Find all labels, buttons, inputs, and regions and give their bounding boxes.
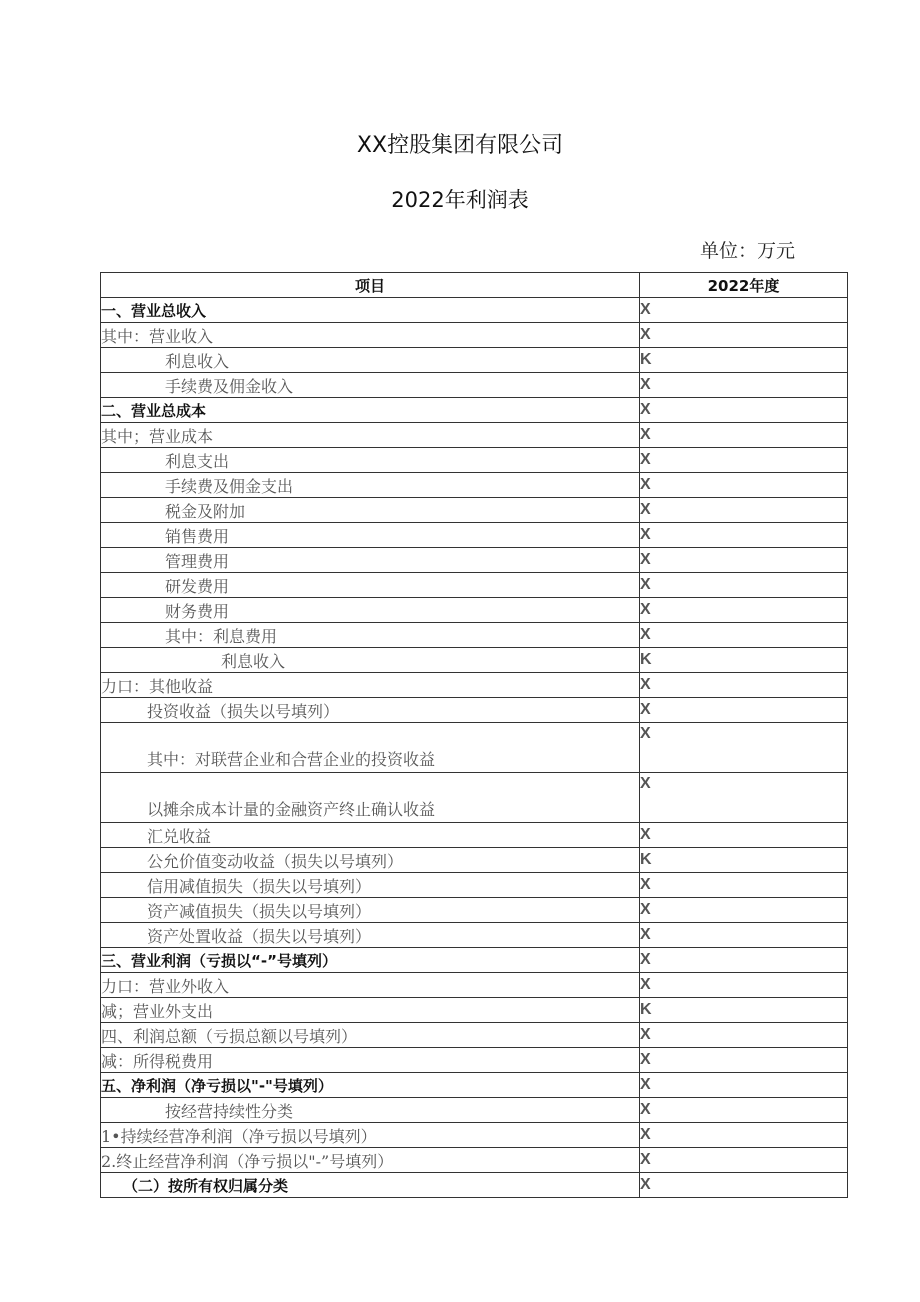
table-row (101, 1173, 848, 1198)
row-label: 力口：其他收益 (101, 673, 640, 698)
table-row (101, 973, 848, 998)
row-label: 其中；营业成本 (101, 423, 640, 448)
unit-label: 单位：万元 (700, 240, 796, 262)
row-value: X (640, 773, 848, 823)
table-row (101, 498, 848, 523)
table-row (101, 1048, 848, 1073)
table-row (101, 1073, 848, 1098)
table-row (101, 373, 848, 398)
row-value: K (640, 648, 848, 673)
row-value: K (640, 848, 848, 873)
table-row (101, 323, 848, 348)
row-value: K (640, 348, 848, 373)
row-label: 四、利润总额（亏损总额以号填列） (101, 1023, 640, 1048)
row-label: 利息收入 (101, 348, 640, 373)
row-label: 公允价值变动收益（损失以号填列） (101, 848, 640, 873)
row-label: 五、净利润（净亏损以"-"号填列） (101, 1073, 640, 1098)
row-label: 管理费用 (101, 548, 640, 573)
row-label: 其中：对联营企业和合营企业的投资收益 (101, 723, 640, 773)
report-title: 2022年利润表 (391, 188, 529, 212)
row-label: 资产处置收益（损失以号填列） (101, 923, 640, 948)
table-row (101, 823, 848, 848)
table-row (101, 398, 848, 423)
row-label: 以摊余成本计量的金融资产终止确认收益 (101, 773, 640, 823)
income-statement-table (100, 272, 848, 1198)
table-row (101, 698, 848, 723)
row-value: X (640, 423, 848, 448)
row-label: 一、营业总收入 (101, 298, 640, 323)
row-value: X (640, 573, 848, 598)
table-row (101, 423, 848, 448)
table-row (101, 523, 848, 548)
table-row (101, 473, 848, 498)
table-row (101, 298, 848, 323)
row-value: X (640, 973, 848, 998)
row-value: X (640, 1098, 848, 1123)
table-row (101, 998, 848, 1023)
table-row (101, 873, 848, 898)
table-row (101, 623, 848, 648)
table-row (101, 573, 848, 598)
row-label: 减：所得税费用 (101, 1048, 640, 1073)
row-label: 手续费及佣金支出 (101, 473, 640, 498)
row-label: 二、营业总成本 (101, 398, 640, 423)
row-value: X (640, 498, 848, 523)
table-row (101, 1148, 848, 1173)
row-label: 财务费用 (101, 598, 640, 623)
row-value: X (640, 323, 848, 348)
row-label: 2.终止经营净利润（净亏损以"-”号填列） (101, 1148, 640, 1173)
row-label: 三、营业利润（亏损以“-”号填列） (101, 948, 640, 973)
row-label: （二）按所有权归属分类 (101, 1173, 640, 1198)
row-label: 利息收入 (101, 648, 640, 673)
table-row (101, 448, 848, 473)
row-value: X (640, 1173, 848, 1198)
row-value: X (640, 1148, 848, 1173)
row-label: 力口：营业外收入 (101, 973, 640, 998)
row-label: 减；营业外支出 (101, 998, 640, 1023)
row-label: 其中：营业收入 (101, 323, 640, 348)
row-label: 研发费用 (101, 573, 640, 598)
row-value: X (640, 698, 848, 723)
table-row (101, 648, 848, 673)
column-header-year: 2022年度 (640, 273, 848, 298)
table-row (101, 898, 848, 923)
row-label: 手续费及佣金收入 (101, 373, 640, 398)
table-row (101, 548, 848, 573)
row-value: X (640, 1048, 848, 1073)
table-row (101, 948, 848, 973)
row-value: X (640, 1073, 848, 1098)
row-label: 1•持续经营净利润（净亏损以号填列） (101, 1123, 640, 1148)
table-row (101, 348, 848, 373)
row-label: 投资收益（损失以号填列） (101, 698, 640, 723)
row-value: X (640, 448, 848, 473)
row-value: X (640, 373, 848, 398)
row-label: 税金及附加 (101, 498, 640, 523)
row-value: X (640, 1123, 848, 1148)
row-value: X (640, 898, 848, 923)
table-row (101, 773, 848, 823)
row-value: X (640, 823, 848, 848)
table-row (101, 1023, 848, 1048)
row-value: X (640, 523, 848, 548)
row-label: 利息支出 (101, 448, 640, 473)
row-value: X (640, 598, 848, 623)
table-row (101, 673, 848, 698)
column-header-item: 项目 (101, 273, 640, 298)
table-row (101, 1123, 848, 1148)
table-row (101, 723, 848, 773)
table-row (101, 1098, 848, 1123)
row-label: 其中：利息费用 (101, 623, 640, 648)
row-label: 信用减值损失（损失以号填列） (101, 873, 640, 898)
row-label: 汇兑收益 (101, 823, 640, 848)
table-row (101, 923, 848, 948)
row-value: X (640, 673, 848, 698)
company-name: XX控股集团有限公司 (356, 133, 564, 158)
row-label: 按经营持续性分类 (101, 1098, 640, 1123)
row-value: X (640, 623, 848, 648)
row-value: K (640, 998, 848, 1023)
row-label: 资产减值损失（损失以号填列） (101, 898, 640, 923)
row-value: X (640, 298, 848, 323)
table-row (101, 848, 848, 873)
row-value: X (640, 473, 848, 498)
row-value: X (640, 398, 848, 423)
row-value: X (640, 723, 848, 773)
row-value: X (640, 548, 848, 573)
row-value: X (640, 948, 848, 973)
row-value: X (640, 1023, 848, 1048)
table-row (101, 598, 848, 623)
row-value: X (640, 923, 848, 948)
row-label: 销售费用 (101, 523, 640, 548)
table-header-row (101, 273, 848, 298)
row-value: X (640, 873, 848, 898)
